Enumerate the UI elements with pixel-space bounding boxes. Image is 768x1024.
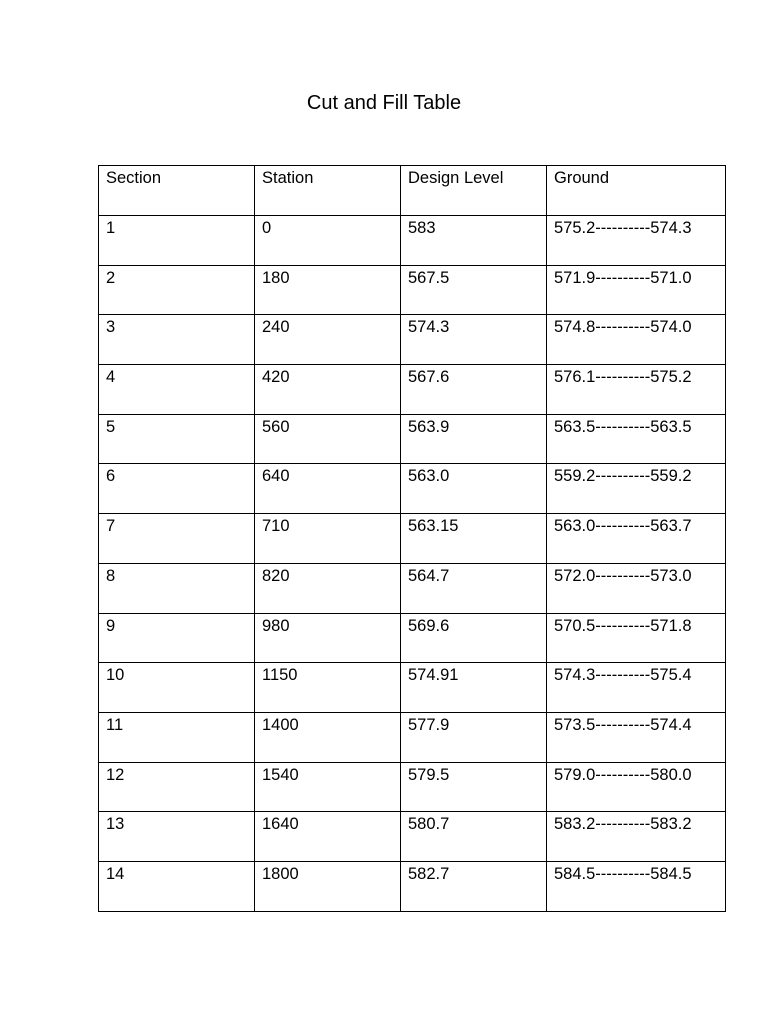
ground-cell: 563.0----------563.7 <box>547 514 726 564</box>
header-row <box>99 166 726 216</box>
station-cell: 560 <box>255 414 401 464</box>
design-level-cell: 574.3 <box>401 315 547 365</box>
section-cell: 10 <box>99 663 255 713</box>
design-level-cell: 583 <box>401 216 547 266</box>
design-level-cell: 567.6 <box>401 365 547 415</box>
header-ground: Ground <box>547 166 726 216</box>
header-station: Station <box>255 166 401 216</box>
design-level-cell: 567.5 <box>401 265 547 315</box>
page-title: Cut and Fill Table <box>306 92 462 114</box>
design-level-cell: 569.6 <box>401 613 547 663</box>
section-cell: 14 <box>99 861 255 911</box>
table-row <box>99 216 726 266</box>
station-cell: 180 <box>255 265 401 315</box>
table-row <box>99 712 726 762</box>
station-cell: 1150 <box>255 663 401 713</box>
ground-cell: 563.5----------563.5 <box>547 414 726 464</box>
section-cell: 7 <box>99 514 255 564</box>
ground-cell: 579.0----------580.0 <box>547 762 726 812</box>
section-cell: 8 <box>99 563 255 613</box>
station-cell: 980 <box>255 613 401 663</box>
header-design-level: Design Level <box>401 166 547 216</box>
section-cell: 6 <box>99 464 255 514</box>
ground-cell: 559.2----------559.2 <box>547 464 726 514</box>
station-cell: 1800 <box>255 861 401 911</box>
design-level-cell: 563.15 <box>401 514 547 564</box>
table-row <box>99 464 726 514</box>
section-cell: 3 <box>99 315 255 365</box>
section-cell: 11 <box>99 712 255 762</box>
ground-cell: 573.5----------574.4 <box>547 712 726 762</box>
table-row <box>99 663 726 713</box>
table-row <box>99 265 726 315</box>
design-level-cell: 577.9 <box>401 712 547 762</box>
section-cell: 2 <box>99 265 255 315</box>
table-row <box>99 762 726 812</box>
design-level-cell: 579.5 <box>401 762 547 812</box>
section-cell: 4 <box>99 365 255 415</box>
table-header <box>99 166 726 216</box>
station-cell: 1540 <box>255 762 401 812</box>
table-row <box>99 613 726 663</box>
station-cell: 0 <box>255 216 401 266</box>
header-section: Section <box>99 166 255 216</box>
section-cell: 13 <box>99 812 255 862</box>
table-body <box>99 216 726 912</box>
table-row <box>99 365 726 415</box>
station-cell: 640 <box>255 464 401 514</box>
ground-cell: 571.9----------571.0 <box>547 265 726 315</box>
section-cell: 5 <box>99 414 255 464</box>
design-level-cell: 563.9 <box>401 414 547 464</box>
design-level-cell: 582.7 <box>401 861 547 911</box>
ground-cell: 583.2----------583.2 <box>547 812 726 862</box>
ground-cell: 575.2----------574.3 <box>547 216 726 266</box>
table-row <box>99 514 726 564</box>
station-cell: 1640 <box>255 812 401 862</box>
table-row <box>99 414 726 464</box>
design-level-cell: 564.7 <box>401 563 547 613</box>
section-cell: 12 <box>99 762 255 812</box>
cut-fill-table <box>98 165 726 912</box>
design-level-cell: 574.91 <box>401 663 547 713</box>
design-level-cell: 563.0 <box>401 464 547 514</box>
table-row <box>99 861 726 911</box>
table-row <box>99 315 726 365</box>
ground-cell: 570.5----------571.8 <box>547 613 726 663</box>
table-row <box>99 812 726 862</box>
ground-cell: 574.8----------574.0 <box>547 315 726 365</box>
table-row <box>99 563 726 613</box>
ground-cell: 584.5----------584.5 <box>547 861 726 911</box>
design-level-cell: 580.7 <box>401 812 547 862</box>
ground-cell: 576.1----------575.2 <box>547 365 726 415</box>
station-cell: 240 <box>255 315 401 365</box>
section-cell: 1 <box>99 216 255 266</box>
ground-cell: 574.3----------575.4 <box>547 663 726 713</box>
station-cell: 1400 <box>255 712 401 762</box>
station-cell: 710 <box>255 514 401 564</box>
station-cell: 820 <box>255 563 401 613</box>
station-cell: 420 <box>255 365 401 415</box>
ground-cell: 572.0----------573.0 <box>547 563 726 613</box>
section-cell: 9 <box>99 613 255 663</box>
